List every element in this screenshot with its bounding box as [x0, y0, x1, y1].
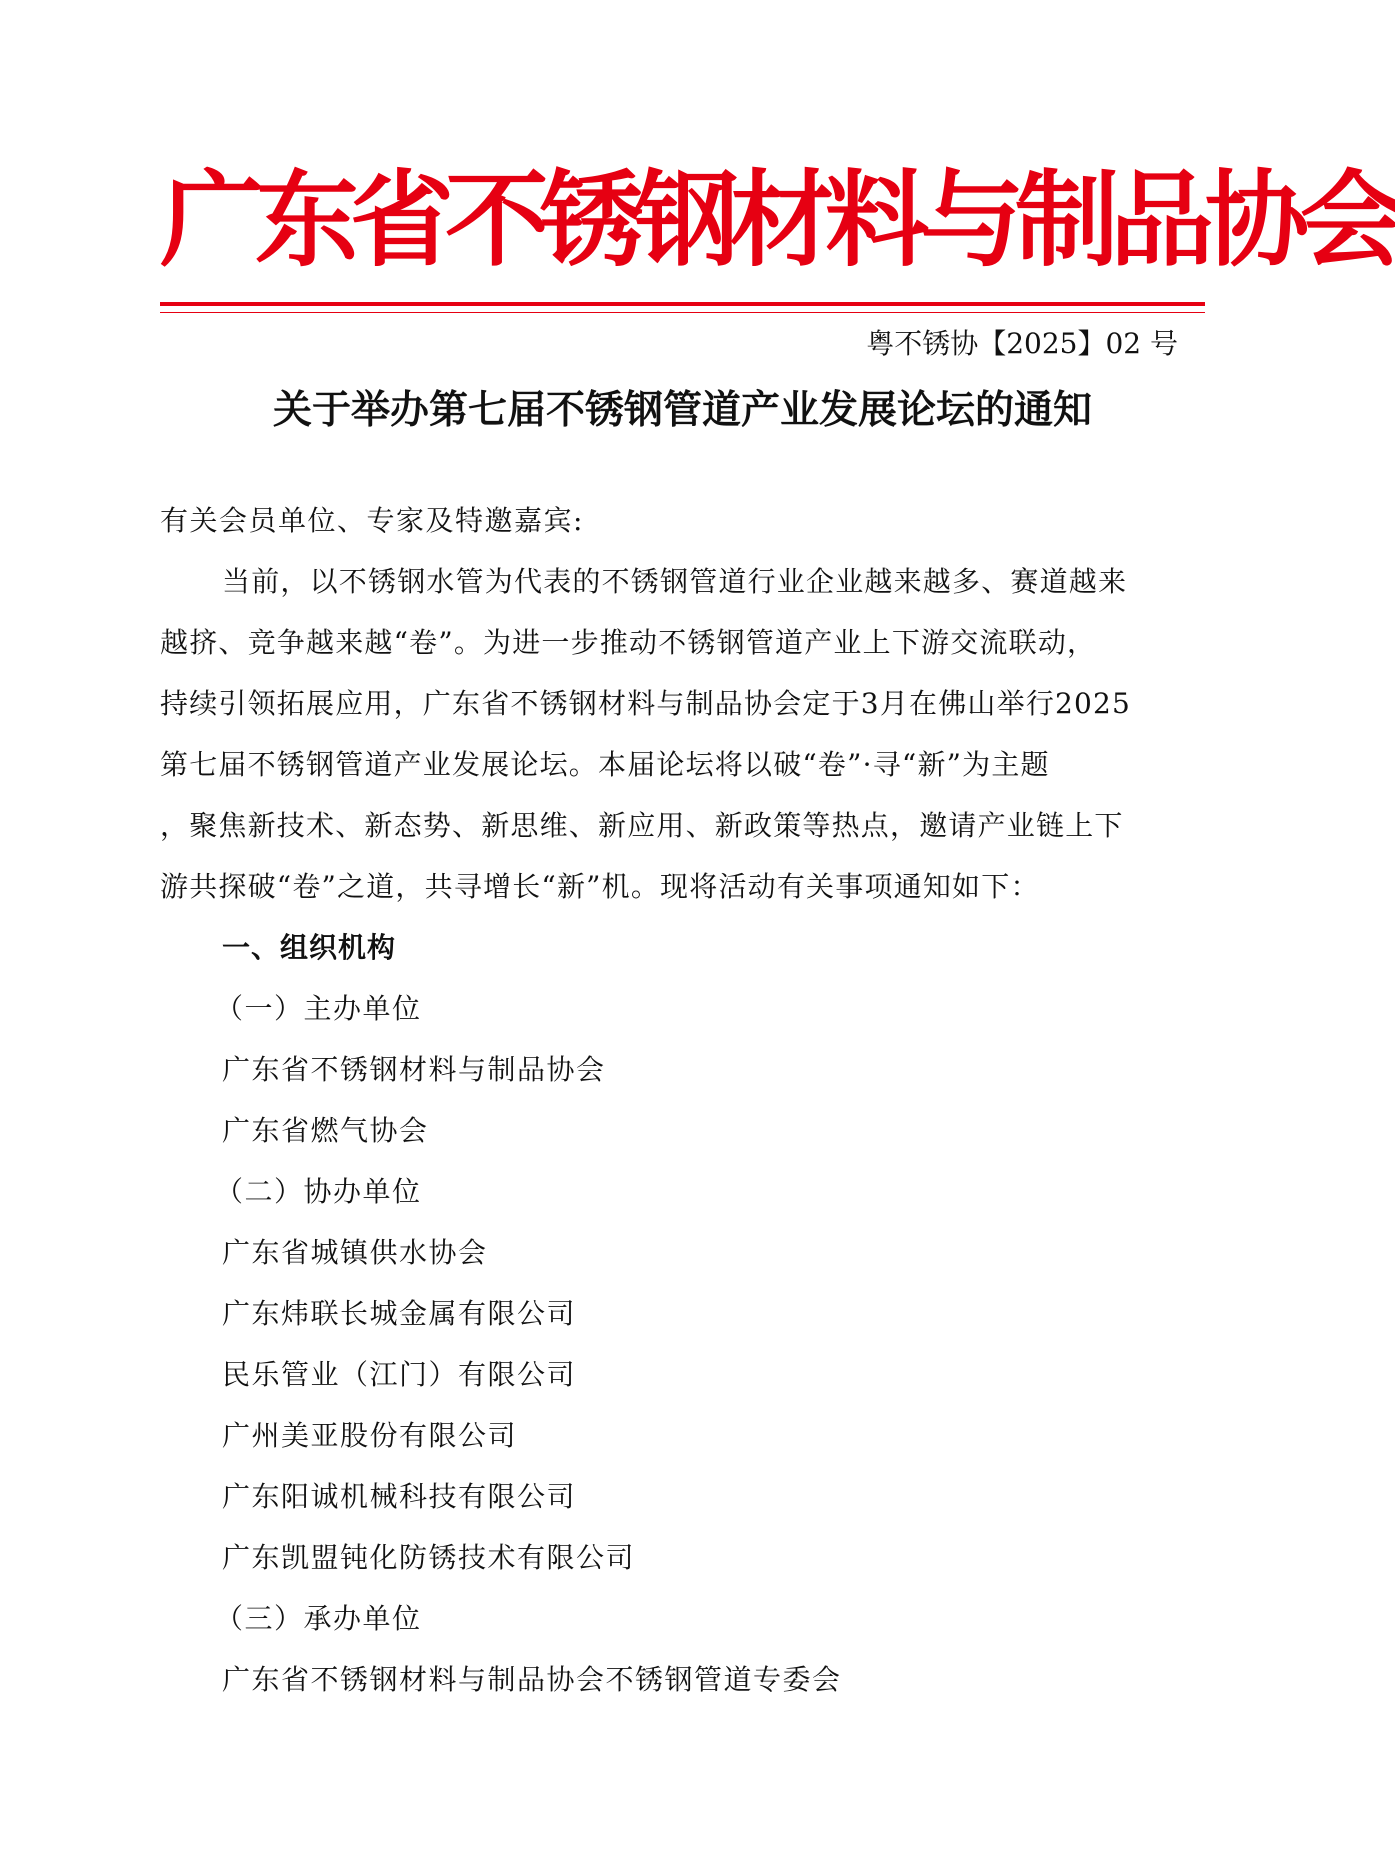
letterhead-rule-thin — [160, 312, 1205, 313]
co-host-org-item: 广州美亚股份有限公司 — [222, 1419, 518, 1452]
co-host-org-item: 广东凯盟钝化防锈技术有限公司 — [222, 1541, 636, 1574]
co-host-org-item: 广东阳诚机械科技有限公司 — [222, 1480, 577, 1513]
organizer-org-item: 广东省不锈钢材料与制品协会不锈钢管道专委会 — [222, 1663, 842, 1696]
subheading-co-host: （二）协办单位 — [215, 1175, 422, 1208]
host-org-item: 广东省燃气协会 — [222, 1114, 429, 1147]
intro-paragraph-line: ，聚焦新技术、新态势、新思维、新应用、新政策等热点，邀请产业链上下 — [160, 809, 1124, 842]
co-host-org-item: 民乐管业（江门）有限公司 — [222, 1358, 577, 1391]
intro-paragraph-line: 越挤、竞争越来越“卷”。为进一步推动不锈钢管道产业上下游交流联动， — [160, 626, 1097, 659]
salutation: 有关会员单位、专家及特邀嘉宾: — [160, 504, 584, 537]
co-host-org-item: 广东省城镇供水协会 — [222, 1236, 488, 1269]
subheading-organizer: （三）承办单位 — [215, 1602, 422, 1635]
intro-paragraph-line: 持续引领拓展应用，广东省不锈钢材料与制品协会定于3月在佛山举行2025 — [160, 687, 1132, 720]
letterhead-rule-thick — [160, 302, 1205, 306]
subheading-host: （一）主办单位 — [215, 992, 422, 1025]
section-heading-organization: 一、组织机构 — [222, 931, 397, 964]
co-host-org-item: 广东炜联长城金属有限公司 — [222, 1297, 577, 1330]
letterhead-org-name: 广东省不锈钢材料与制品协会 — [160, 159, 1395, 281]
intro-paragraph-line: 游共探破“卷”之道，共寻增长“新”机。现将活动有关事项通知如下： — [160, 870, 1040, 903]
host-org-item: 广东省不锈钢材料与制品协会 — [222, 1053, 606, 1086]
document-title: 关于举办第七届不锈钢管道产业发展论坛的通知 — [272, 388, 1092, 433]
document-body — [160, 490, 1180, 1710]
document-number: 粤不锈协【2025】02 号 — [866, 327, 1178, 360]
intro-paragraph-line: 第七届不锈钢管道产业发展论坛。本届论坛将以破“卷”·寻“新”为主题 — [160, 748, 1050, 781]
intro-paragraph-line: 当前，以不锈钢水管为代表的不锈钢管道行业企业越来越多、赛道越来 — [222, 565, 1128, 598]
